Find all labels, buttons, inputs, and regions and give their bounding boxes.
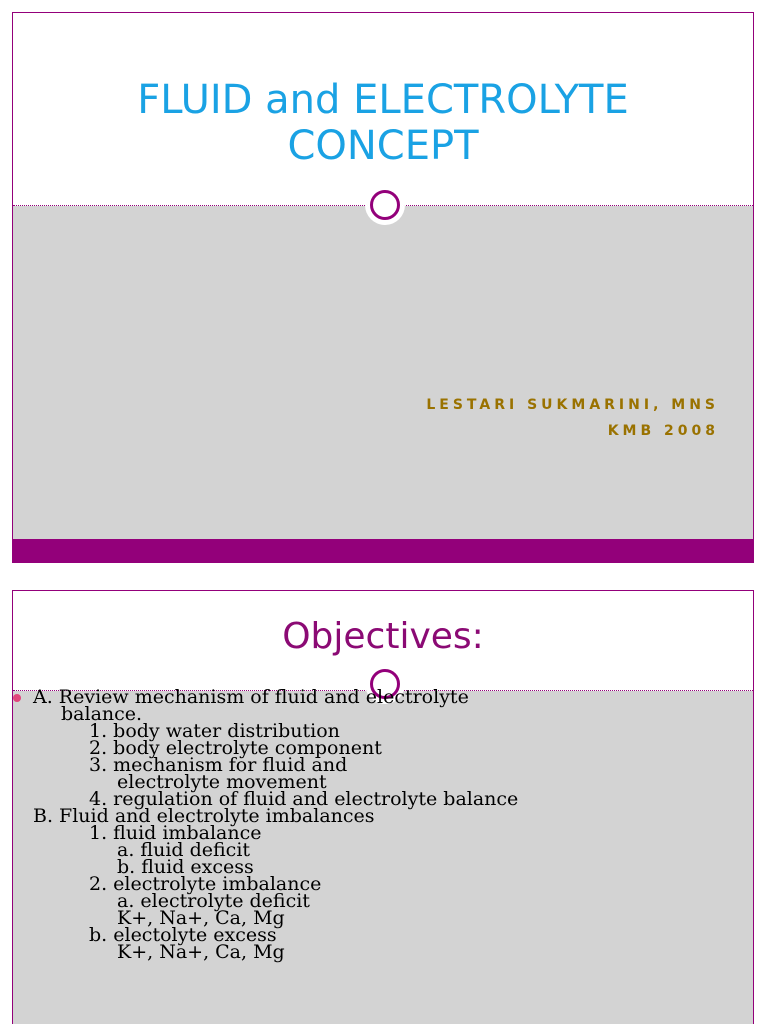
list-item: electrolyte movement (117, 771, 327, 793)
slide-title (13, 77, 753, 169)
author-name: LESTARI SUKMARINI, MNS (426, 397, 719, 413)
circle-ornament-icon (370, 190, 400, 220)
course-label: KMB 2008 (607, 423, 719, 439)
footer-band (13, 539, 753, 563)
list-item: K+, Na+, Ca, Mg (117, 907, 285, 929)
title-slide (12, 12, 754, 563)
title-line-2: CONCEPT (287, 123, 479, 169)
list-item: B. Fluid and electrolyte imbalances (33, 805, 375, 827)
title-line-1: FLUID and ELECTROLYTE (137, 77, 629, 123)
list-item: 1. body water distribution (89, 720, 340, 742)
list-item: A. Review mechanism of fluid and electrolyte (33, 686, 469, 708)
list-item: K+, Na+, Ca, Mg (117, 941, 285, 963)
slide-title: Objectives: (282, 616, 484, 657)
objectives-slide (12, 590, 754, 1024)
list-item: 4. regulation of fluid and electrolyte balance (89, 788, 519, 810)
objectives-list (33, 686, 593, 963)
list-item: a. fluid deficit (117, 839, 251, 861)
list-item: a. electrolyte deficit (117, 890, 310, 912)
list-item: balance. (61, 703, 143, 725)
list-item: 2. electrolyte imbalance (89, 873, 322, 895)
list-item: b. electolyte excess (89, 924, 277, 946)
list-item: 2. body electrolyte component (89, 737, 382, 759)
list-item: 1. fluid imbalance (89, 822, 262, 844)
bullet-icon (13, 694, 21, 702)
content-panel (13, 206, 753, 539)
list-item: 3. mechanism for fluid and (89, 754, 348, 776)
list-item: b. fluid excess (117, 856, 254, 878)
